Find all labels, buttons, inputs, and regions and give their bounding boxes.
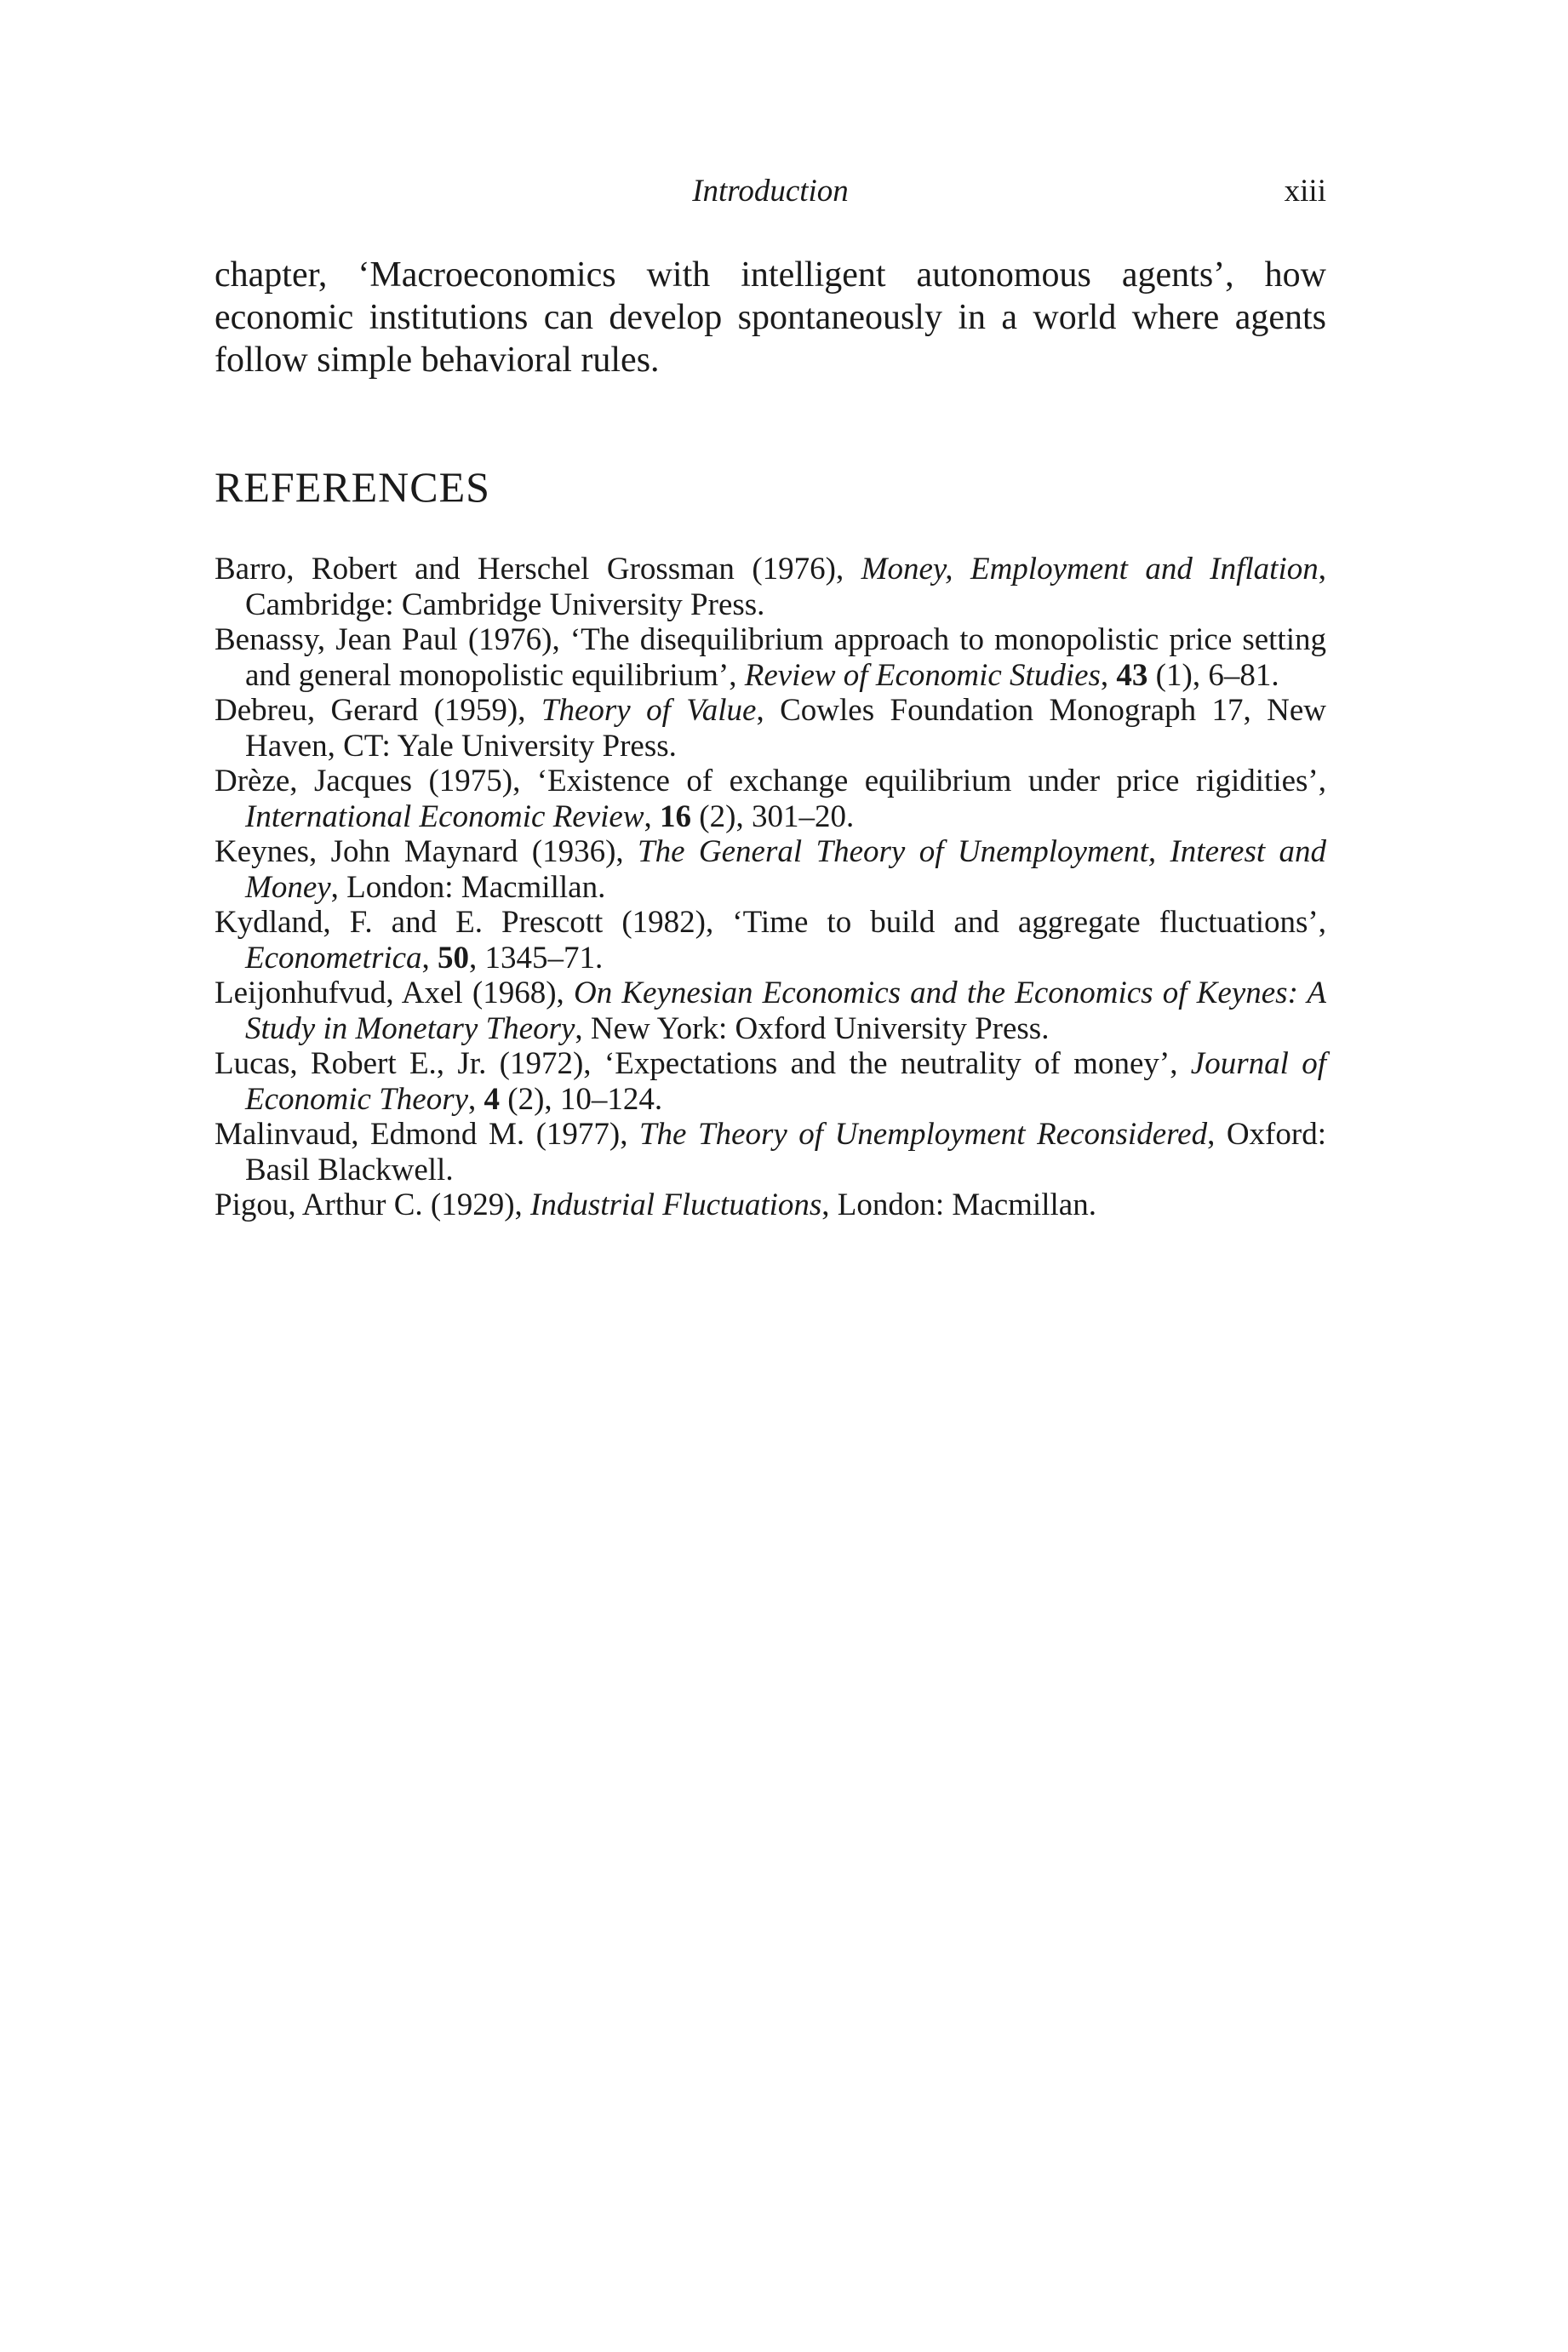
- reference-publisher: , London: Macmillan.: [330, 869, 606, 905]
- reference-item: [215, 834, 1326, 905]
- reference-separator: ,: [421, 940, 438, 976]
- reference-publisher: , Cambridge: Cambridge University Press.: [245, 552, 1326, 622]
- reference-publisher: , Cowles Foundation Monograph 17, New Haven, CT: Yale University Press.: [245, 693, 1326, 764]
- reference-separator: ,: [468, 1081, 484, 1117]
- reference-authors: Lucas, Robert E., Jr. (1972), ‘Expectations and the neutrality of money’,: [215, 1046, 1191, 1081]
- reference-authors: Malinvaud, Edmond M. (1977),: [215, 1117, 639, 1152]
- reference-title: Theory of Value: [541, 693, 757, 728]
- reference-item: [215, 1046, 1326, 1117]
- reference-item: [215, 552, 1326, 622]
- reference-pages: , 1345–71.: [469, 940, 604, 976]
- reference-journal: Journal of Economic Theory: [245, 1046, 1326, 1117]
- reference-pages: (2), 301–20.: [691, 798, 855, 834]
- reference-journal: Review of Economic Studies: [744, 657, 1101, 693]
- reference-authors: Benassy, Jean Paul (1976), ‘The disequilibrium approach to monopolistic price setting and general monopolistic equilibrium’,: [215, 622, 1326, 693]
- reference-title: The Theory of Unemployment Reconsidered: [638, 1117, 1208, 1152]
- reference-volume: 16: [660, 798, 692, 834]
- reference-authors: Leijonhufvud, Axel (1968),: [215, 976, 574, 1010]
- reference-title: The General Theory of Unemployment, Interest and Money: [245, 834, 1326, 905]
- reference-item: [215, 693, 1326, 764]
- reference-journal: International Economic Review: [245, 798, 644, 834]
- reference-publisher: , Oxford: Basil Blackwell.: [245, 1117, 1326, 1187]
- reference-list: [215, 552, 1326, 1223]
- body-paragraph: chapter, ‘Macroeconomics with intelligent autonomous agents’, how economic institutions can develop spontaneously in a world where agents follow simple behavioral rules.: [215, 255, 1326, 380]
- reference-title: Money, Employment and Inflation: [861, 552, 1319, 587]
- reference-separator: ,: [644, 798, 661, 834]
- references-heading: REFERENCES: [215, 463, 490, 511]
- reference-volume: 43: [1116, 657, 1148, 693]
- reference-volume: 4: [484, 1081, 501, 1117]
- reference-publisher: , London: Macmillan.: [821, 1187, 1096, 1222]
- reference-item: [215, 764, 1326, 834]
- reference-authors: Kydland, F. and E. Prescott (1982), ‘Time to build and aggregate fluctuations’,: [215, 905, 1326, 940]
- reference-item: [215, 905, 1326, 976]
- reference-pages: (2), 10–124.: [500, 1081, 663, 1117]
- running-head-title: Introduction: [692, 174, 849, 209]
- reference-authors: Keynes, John Maynard (1936),: [215, 834, 638, 869]
- running-head: [215, 170, 1326, 213]
- reference-title: Industrial Fluctuations: [530, 1187, 822, 1222]
- page-number: xiii: [1284, 174, 1326, 209]
- reference-title: On Keynesian Economics and the Economics of Keynes: A Study in Monetary Theory: [245, 976, 1326, 1046]
- reference-journal: Econometrica: [245, 940, 422, 976]
- reference-volume: 50: [438, 940, 470, 976]
- reference-authors: Barro, Robert and Herschel Grossman (1976),: [215, 552, 861, 587]
- reference-item: [215, 976, 1326, 1046]
- reference-publisher: , New York: Oxford University Press.: [575, 1010, 1050, 1046]
- reference-authors: Debreu, Gerard (1959),: [215, 693, 541, 728]
- reference-item: [215, 622, 1326, 693]
- reference-pages: (1), 6–81.: [1147, 657, 1279, 693]
- reference-item: [215, 1117, 1326, 1187]
- reference-separator: ,: [1100, 657, 1117, 693]
- reference-item: [215, 1187, 1326, 1223]
- reference-authors: Drèze, Jacques (1975), ‘Existence of exchange equilibrium under price rigidities’,: [215, 764, 1326, 798]
- reference-authors: Pigou, Arthur C. (1929),: [215, 1187, 531, 1222]
